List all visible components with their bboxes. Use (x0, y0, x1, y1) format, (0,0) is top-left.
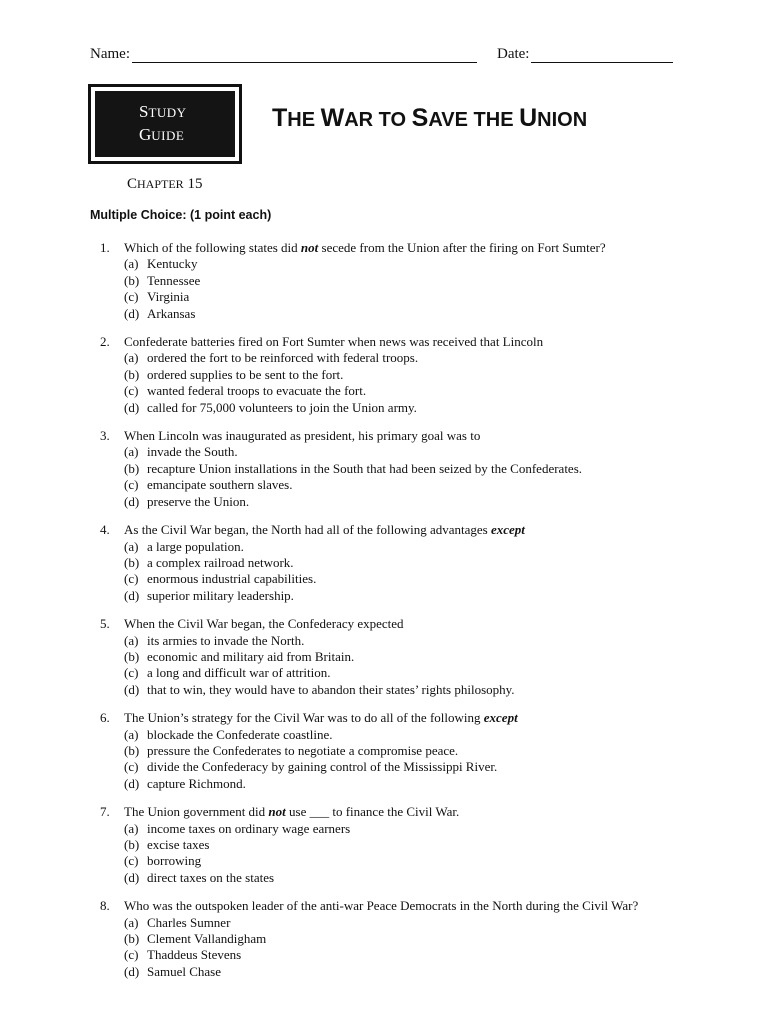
study-guide-badge-inner (95, 91, 235, 157)
answer-option[interactable] (100, 256, 740, 272)
option-text: Kentucky (147, 256, 198, 272)
question-item (100, 710, 740, 792)
question-emphasis: except (490, 522, 525, 538)
option-letter: (a) (124, 538, 139, 554)
option-text: wanted federal troops to evacuate the fort. (147, 383, 367, 399)
answer-option[interactable] (100, 665, 740, 681)
option-text: emancipate southern slaves. (147, 477, 293, 493)
question-stem (100, 898, 740, 914)
badge-initial: S (139, 102, 149, 121)
answer-option[interactable] (100, 853, 740, 869)
answer-option[interactable] (100, 306, 740, 322)
question-text (124, 522, 525, 538)
title-part: W (320, 104, 345, 132)
answer-option[interactable] (100, 444, 740, 460)
option-letter: (b) (124, 648, 140, 664)
question-stem (100, 710, 740, 726)
option-letter: (d) (124, 493, 140, 509)
answer-option[interactable] (100, 931, 740, 947)
question-text-part: As the Civil War began, the North had all of the following advantages (124, 522, 491, 538)
question-text (124, 804, 459, 820)
question-stem (100, 616, 740, 632)
question-item (100, 428, 740, 510)
option-text: borrowing (147, 853, 202, 869)
answer-option[interactable] (100, 837, 740, 853)
title-part: T (272, 104, 288, 132)
question-text (124, 428, 480, 444)
answer-option[interactable] (100, 273, 740, 289)
chapter-initial: C (127, 176, 138, 192)
answer-option[interactable] (100, 588, 740, 604)
question-item (100, 334, 740, 416)
option-letter: (c) (124, 759, 139, 775)
answer-option[interactable] (100, 400, 740, 416)
section-heading: Multiple Choice: (1 point each) (90, 208, 272, 222)
option-letter: (c) (124, 571, 139, 587)
option-text: preserve the Union. (147, 493, 250, 509)
badge-line-2 (139, 124, 235, 147)
question-stem (100, 522, 740, 538)
question-emphasis: except (483, 710, 518, 726)
question-text-part: The Union government did (124, 804, 269, 820)
option-text: divide the Confederacy by gaining control of the Mississippi River. (147, 759, 498, 775)
badge-text: UIDE (151, 128, 185, 143)
question-number: 2. (100, 334, 110, 350)
option-text: capture Richmond. (147, 775, 246, 791)
study-guide-badge (88, 84, 242, 164)
badge-line-1 (139, 101, 235, 124)
question-number: 4. (100, 522, 110, 538)
answer-option[interactable] (100, 555, 740, 571)
answer-option[interactable] (100, 915, 740, 931)
question-number: 5. (100, 616, 110, 632)
title-part: U (519, 104, 538, 132)
question-emphasis: not (300, 240, 319, 255)
option-text: that to win, they would have to abandon their states’ rights philosophy. (147, 681, 515, 697)
title-part: AR TO (344, 109, 412, 131)
option-text: blockade the Confederate coastline. (147, 726, 333, 742)
answer-option[interactable] (100, 682, 740, 698)
title-part: S (411, 104, 429, 132)
question-text (124, 898, 638, 914)
answer-option[interactable] (100, 383, 740, 399)
option-letter: (d) (124, 963, 140, 979)
option-text: pressure the Confederates to negotiate a compromise peace. (147, 742, 459, 758)
question-text-part: When Lincoln was inaugurated as president, his primary goal was to (124, 428, 481, 444)
question-item (100, 616, 740, 698)
answer-option[interactable] (100, 289, 740, 305)
option-letter: (b) (124, 742, 140, 758)
option-letter: (a) (124, 444, 139, 460)
option-letter: (d) (124, 681, 140, 697)
option-text: a large population. (147, 538, 244, 554)
header-row (90, 46, 680, 63)
question-text-part: Confederate batteries fired on Fort Sumter when news was received that Lincoln (124, 334, 544, 350)
question-number: 1. (100, 240, 110, 255)
question-stem (100, 428, 740, 444)
question-text (124, 710, 518, 726)
badge-text: TUDY (148, 105, 187, 120)
title-part: NION (537, 109, 588, 131)
option-text: Samuel Chase (147, 963, 222, 979)
option-text: a long and difficult war of attrition. (147, 665, 331, 681)
option-text: excise taxes (147, 837, 210, 852)
option-letter: (c) (124, 665, 139, 681)
date-label: Date: (496, 46, 530, 62)
option-letter: (d) (124, 399, 140, 415)
question-text-part: Which of the following states did (124, 240, 301, 255)
question-stem (100, 240, 740, 256)
option-text: Arkansas (147, 305, 196, 321)
answer-option[interactable] (100, 350, 740, 366)
option-letter: (b) (124, 554, 140, 570)
option-letter: (b) (124, 460, 140, 476)
option-letter: (c) (124, 947, 139, 963)
option-text: Thaddeus Stevens (147, 947, 242, 963)
chapter-number: 15 (183, 176, 203, 192)
option-text: invade the South. (147, 444, 238, 460)
option-letter: (a) (124, 256, 139, 272)
option-text: its armies to invade the North. (147, 632, 305, 648)
badge-initial: G (139, 125, 152, 144)
option-letter: (a) (124, 632, 139, 648)
chapter-text: HAPTER (137, 177, 184, 191)
option-text: direct taxes on the states (147, 869, 275, 885)
question-item (100, 898, 740, 980)
option-letter: (c) (124, 383, 139, 399)
option-letter: (b) (124, 272, 140, 288)
option-letter: (d) (124, 305, 140, 321)
option-text: Clement Vallandigham (147, 931, 267, 947)
question-stem (100, 804, 740, 820)
option-text: Charles Sumner (147, 914, 231, 930)
option-letter: (a) (124, 350, 139, 366)
option-letter: (b) (124, 366, 140, 382)
answer-option[interactable] (100, 477, 740, 493)
answer-option[interactable] (100, 964, 740, 980)
question-item (100, 522, 740, 604)
option-text: ordered the fort to be reinforced with federal troops. (147, 350, 419, 366)
answer-option[interactable] (100, 947, 740, 963)
answer-option[interactable] (100, 461, 740, 477)
option-letter: (a) (124, 820, 139, 836)
question-stem (100, 334, 740, 350)
title-part: HE (287, 109, 321, 131)
question-text-part: secede from the Union after the firing on Fort Sumter? (318, 240, 606, 255)
option-letter: (d) (124, 587, 140, 603)
answer-option[interactable] (100, 743, 740, 759)
question-number: 8. (100, 898, 110, 914)
question-text (124, 240, 606, 256)
name-label: Name: (90, 46, 130, 62)
chapter-label (127, 176, 202, 193)
option-letter: (c) (124, 853, 139, 869)
answer-option[interactable] (100, 539, 740, 555)
option-text: a complex railroad network. (147, 554, 294, 570)
question-text-part: Who was the outspoken leader of the anti-war Peace Democrats in the North during the Civil War? (124, 898, 639, 914)
question-emphasis: not (268, 804, 286, 820)
option-text: superior military leadership. (147, 587, 294, 603)
question-number: 7. (100, 804, 110, 820)
question-text-part: The Union’s strategy for the Civil War was to do all of the following (124, 710, 484, 726)
question-number: 6. (100, 710, 110, 726)
option-text: enormous industrial capabilities. (147, 571, 317, 587)
option-text: economic and military aid from Britain. (147, 648, 355, 664)
answer-option[interactable] (100, 571, 740, 587)
question-list (100, 240, 740, 992)
option-text: Tennessee (147, 272, 201, 288)
option-letter: (b) (124, 837, 140, 852)
option-letter: (d) (124, 775, 140, 791)
option-text: Virginia (147, 289, 190, 305)
answer-option[interactable] (100, 870, 740, 886)
question-item (100, 804, 740, 886)
option-letter: (c) (124, 289, 139, 305)
option-text: called for 75,000 volunteers to join the Union army. (147, 399, 417, 415)
question-text (124, 334, 543, 350)
answer-option[interactable] (100, 633, 740, 649)
option-text: ordered supplies to be sent to the fort. (147, 366, 344, 382)
option-letter: (d) (124, 869, 140, 885)
question-text-part: When the Civil War began, the Confederacy expected (124, 616, 404, 632)
answer-option[interactable] (100, 494, 740, 510)
answer-option[interactable] (100, 759, 740, 775)
question-text (124, 616, 404, 632)
answer-option[interactable] (100, 821, 740, 837)
answer-option[interactable] (100, 367, 740, 383)
name-field[interactable] (132, 47, 477, 63)
option-letter: (c) (124, 477, 139, 493)
option-letter: (b) (124, 931, 140, 947)
question-number: 3. (100, 428, 110, 444)
page-title (272, 104, 587, 133)
question-text-part: use ___ to finance the Civil War. (285, 804, 460, 820)
answer-option[interactable] (100, 649, 740, 665)
answer-option[interactable] (100, 776, 740, 792)
date-field[interactable] (531, 47, 673, 63)
question-item (100, 240, 740, 322)
option-text: income taxes on ordinary wage earners (147, 820, 351, 836)
title-part: AVE THE (428, 109, 520, 131)
option-letter: (a) (124, 726, 139, 742)
option-text: recapture Union installations in the South that had been seized by the Confederates. (147, 460, 583, 476)
option-letter: (a) (124, 914, 139, 930)
answer-option[interactable] (100, 727, 740, 743)
